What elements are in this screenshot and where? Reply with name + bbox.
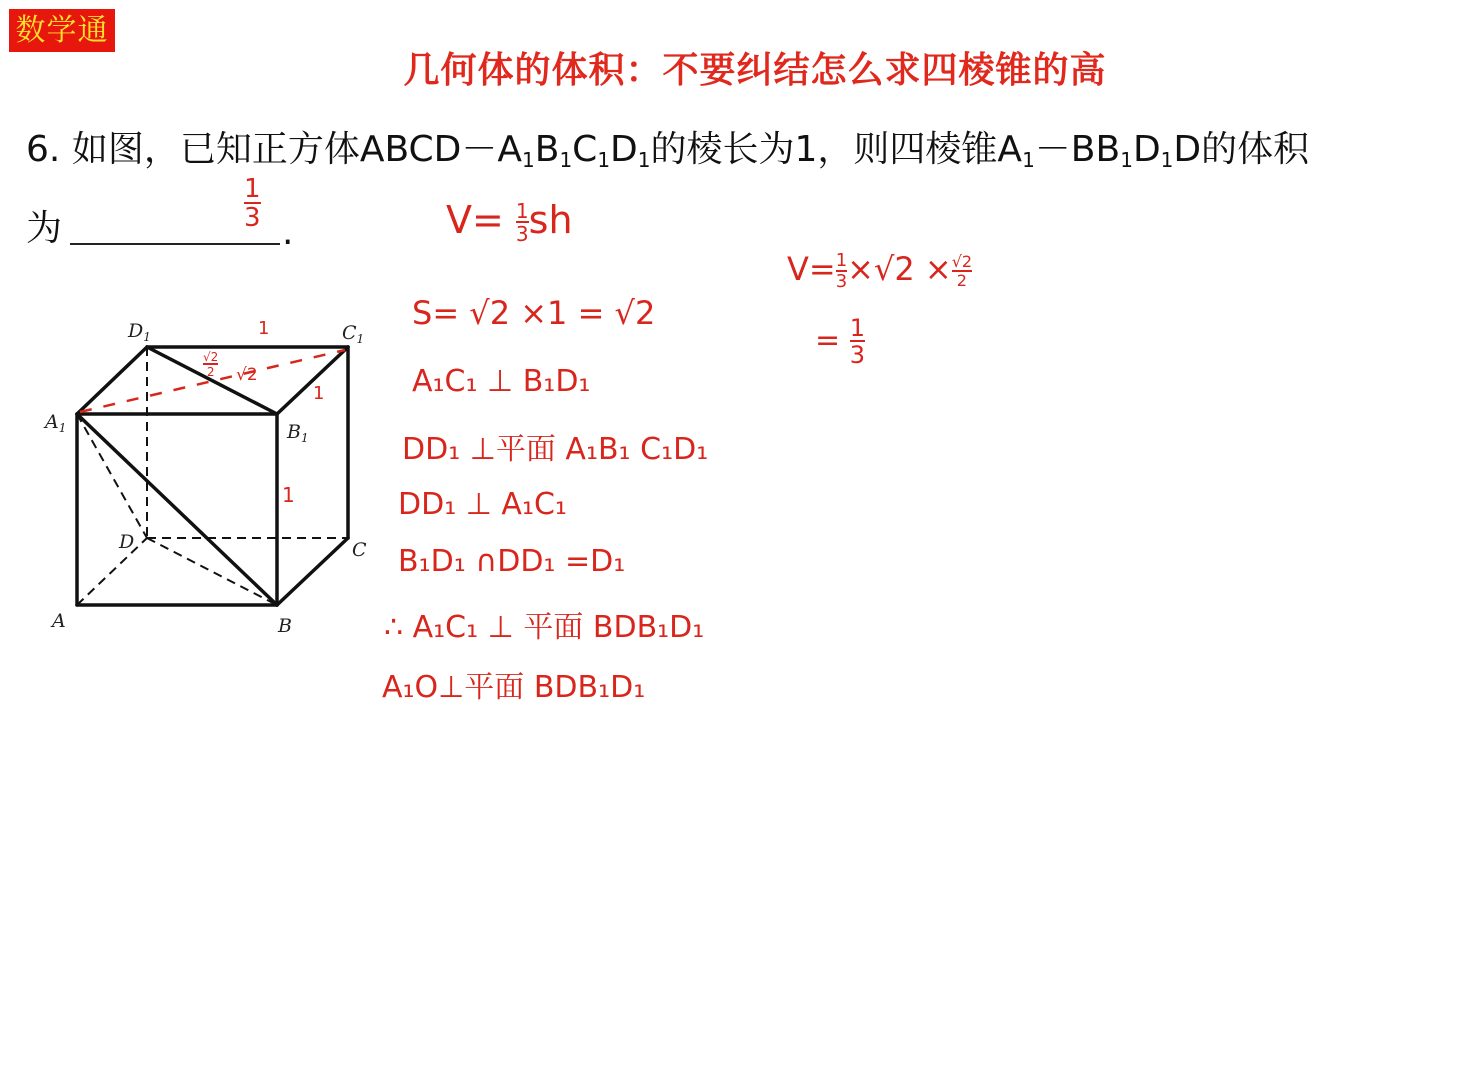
annot-vertical-edge: 1: [282, 483, 295, 507]
problem-line2: 为: [26, 208, 63, 249]
problem-number: 6.: [26, 129, 61, 170]
problem-text: 如图，已知正方体$ABCD-A_1B_1C_1D_1$的棱长为1，则四棱锥$A_1-BB_1D_1D$的体积: [71, 129, 1310, 172]
label-D: D: [119, 531, 135, 553]
label-B1: $B_1$: [287, 421, 309, 445]
work-step2: DD₁ ⊥平面 A₁B₁ C₁D₁: [402, 432, 709, 467]
formula-v: V= $\frac{1}{3}$ sh: [446, 198, 573, 246]
label-D1: $D_1$: [128, 320, 151, 344]
hidden-a1d: [77, 414, 147, 538]
label-A1: $A_1$: [45, 411, 67, 435]
label-C1: $C_1$: [342, 322, 365, 346]
work-step1: A₁C₁ ⊥ B₁D₁: [412, 364, 591, 399]
label-A: A: [52, 610, 66, 632]
annot-top-edge: 1: [258, 318, 270, 339]
edge-bc: [277, 538, 348, 605]
hidden-diag-db: [147, 538, 277, 605]
page-title: 几何体的体积：不要纠结怎么求四棱锥的高: [403, 50, 1107, 91]
work-step5: ∴ A₁C₁ ⊥ 平面 BDB₁D₁: [384, 610, 705, 645]
work-calc: V= $\frac{1}{3}$ ×√2 × $\frac{√2}{2}$: [787, 249, 973, 292]
work-step4: B₁D₁ ∩DD₁ =D₁: [398, 544, 626, 579]
problem-period: .: [282, 212, 294, 253]
annot-diag: √2: [236, 365, 258, 385]
brand-logo: 数学通: [9, 9, 115, 52]
answer-fraction: $\frac{1}{3}$: [244, 174, 261, 233]
annot-half-diag: $\frac{√2}{2}$: [203, 350, 219, 379]
hidden-edge-ad: [77, 538, 147, 605]
work-step6: A₁O⊥平面 BDB₁D₁: [382, 670, 646, 705]
diag-a1b: [77, 414, 277, 605]
work-s-line: S= √2 ×1 = √2: [412, 294, 656, 332]
label-C: C: [352, 539, 367, 561]
work-step3: DD₁ ⊥ A₁C₁: [398, 487, 567, 522]
annot-right-edge: 1: [313, 383, 325, 404]
work-result: = $\frac{1}{3}$: [815, 314, 865, 369]
label-B: B: [278, 615, 292, 637]
